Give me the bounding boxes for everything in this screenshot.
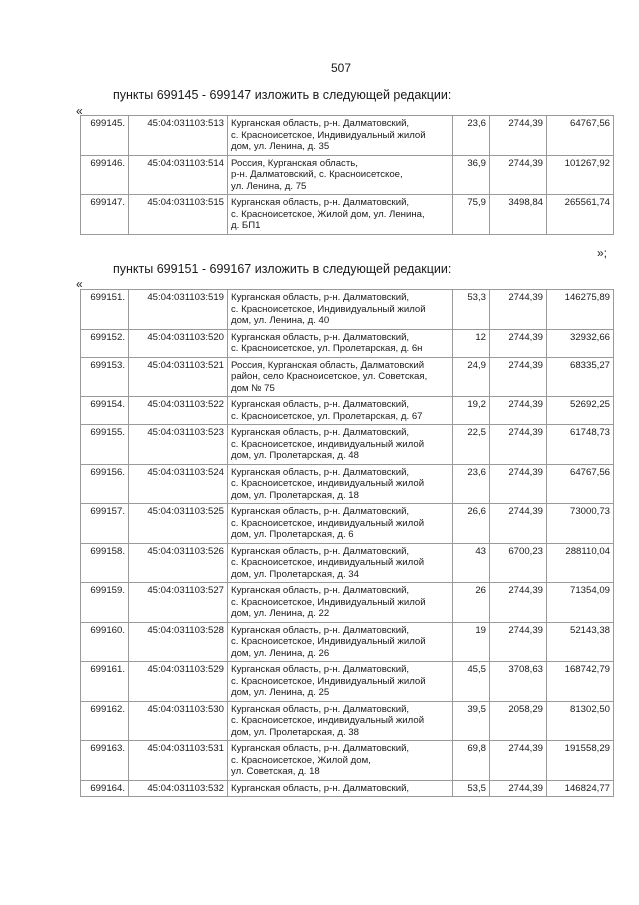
- address-cell: [228, 425, 453, 465]
- row-number-cell: 699152.: [81, 329, 129, 357]
- address-cell: [228, 543, 453, 583]
- cadastral-number-cell: 45:04:031103:528: [129, 622, 228, 662]
- total-value-cell: 71354,09: [547, 583, 614, 623]
- table-row: [81, 397, 614, 425]
- address-cell: [228, 622, 453, 662]
- address-line: Россия, Курганская область, Далматовский: [231, 359, 425, 371]
- address-line: дом, ул. Пролетарская, д. 34: [231, 568, 359, 580]
- section1-intro: пункты 699145 - 699147 изложить в следующей редакции:: [113, 88, 452, 102]
- area-cell: 19,2: [453, 397, 490, 425]
- cadastral-number-cell: 45:04:031103:526: [129, 543, 228, 583]
- area-cell: 75,9: [453, 195, 490, 235]
- cadastral-number-cell: 45:04:031103:527: [129, 583, 228, 623]
- table-row: [81, 290, 614, 330]
- address-cell: [228, 464, 453, 504]
- table-row: [81, 701, 614, 741]
- row-number-cell: 699153.: [81, 357, 129, 397]
- area-cell: 19: [453, 622, 490, 662]
- area-cell: 23,6: [453, 116, 490, 156]
- row-number-cell: 699145.: [81, 116, 129, 156]
- address-cell: [228, 701, 453, 741]
- table-row: [81, 116, 614, 156]
- address-line: Курганская область, р-н. Далматовский,: [231, 197, 410, 208]
- area-cell: 43: [453, 543, 490, 583]
- page-number: 507: [331, 61, 352, 75]
- address-line: с. Красноисетское, Жилой дом,: [231, 754, 371, 766]
- cadastral-number-cell: 45:04:031103:520: [129, 329, 228, 357]
- total-value-cell: 52692,25: [547, 397, 614, 425]
- price-cell: 2744,39: [490, 583, 547, 623]
- table-row: [81, 543, 614, 583]
- address-line: дом, ул. Ленина, д. 25: [231, 687, 330, 698]
- address-line: дом, ул. Ленина, д. 26: [231, 647, 330, 659]
- address-line: Курганская область, р-н. Далматовский,: [231, 743, 410, 754]
- address-cell: [228, 504, 453, 544]
- address-line: дом, ул. Пролетарская, д. 48: [231, 450, 359, 461]
- address-line: с. Красноисетское, ул. Пролетарская, д. 6н: [231, 343, 423, 354]
- table-row: [81, 195, 614, 235]
- section1-table: [80, 115, 614, 235]
- row-number-cell: 699164.: [81, 780, 129, 797]
- address-line: ул. Ленина, д. 75: [231, 180, 307, 192]
- table-row: [81, 622, 614, 662]
- address-line: с. Красноисетское, индивидуальный жилой: [231, 517, 425, 529]
- total-value-cell: 32932,66: [547, 329, 614, 357]
- total-value-cell: 168742,79: [547, 662, 614, 702]
- row-number-cell: 699155.: [81, 425, 129, 465]
- row-number-cell: 699161.: [81, 662, 129, 702]
- row-number-cell: 699162.: [81, 701, 129, 741]
- total-value-cell: 101267,92: [547, 155, 614, 195]
- address-line: д. БП1: [231, 220, 261, 231]
- cadastral-number-cell: 45:04:031103:519: [129, 290, 228, 330]
- address-line: с. Красноисетское, Индивидуальный жилой: [231, 675, 426, 687]
- section1-quote-open: «: [76, 104, 83, 118]
- cadastral-number-cell: 45:04:031103:515: [129, 195, 228, 235]
- address-line: ул. Советская, д. 18: [231, 766, 320, 777]
- table-row: [81, 464, 614, 504]
- address-line: Курганская область, р-н. Далматовский,: [231, 782, 410, 794]
- address-line: с. Красноисетское, Жилой дом, ул. Ленина,: [231, 208, 425, 220]
- address-cell: [228, 195, 453, 235]
- price-cell: 2744,39: [490, 504, 547, 544]
- price-cell: 2744,39: [490, 329, 547, 357]
- total-value-cell: 64767,56: [547, 464, 614, 504]
- total-value-cell: 61748,73: [547, 425, 614, 465]
- address-line: Курганская область, р-н. Далматовский,: [231, 585, 410, 596]
- address-line: с. Красноисетское, Индивидуальный жилой: [231, 636, 426, 647]
- price-cell: 2744,39: [490, 780, 547, 797]
- table-row: [81, 662, 614, 702]
- table-row: [81, 504, 614, 544]
- area-cell: 53,3: [453, 290, 490, 330]
- price-cell: 2744,39: [490, 464, 547, 504]
- address-line: Курганская область, р-н. Далматовский,: [231, 466, 410, 478]
- address-cell: [228, 397, 453, 425]
- address-line: Курганская область, р-н. Далматовский,: [231, 292, 410, 303]
- price-cell: 6700,23: [490, 543, 547, 583]
- price-cell: 2744,39: [490, 622, 547, 662]
- total-value-cell: 73000,73: [547, 504, 614, 544]
- address-line: с. Красноисетское, ул. Пролетарская, д. 67: [231, 410, 423, 422]
- total-value-cell: 146275,89: [547, 290, 614, 330]
- address-cell: [228, 329, 453, 357]
- address-line: Курганская область, р-н. Далматовский,: [231, 506, 410, 517]
- address-line: с. Красноисетское, индивидуальный жилой: [231, 557, 425, 568]
- cadastral-number-cell: 45:04:031103:524: [129, 464, 228, 504]
- address-line: дом, ул. Ленина, д. 22: [231, 608, 330, 619]
- row-number-cell: 699154.: [81, 397, 129, 425]
- total-value-cell: 191558,29: [547, 741, 614, 781]
- row-number-cell: 699151.: [81, 290, 129, 330]
- area-cell: 26,6: [453, 504, 490, 544]
- row-number-cell: 699157.: [81, 504, 129, 544]
- address-line: Курганская область, р-н. Далматовский,: [231, 664, 410, 675]
- cadastral-number-cell: 45:04:031103:525: [129, 504, 228, 544]
- price-cell: 3708,63: [490, 662, 547, 702]
- address-cell: [228, 780, 453, 797]
- table-row: [81, 780, 614, 797]
- address-line: Курганская область, р-н. Далматовский,: [231, 545, 410, 557]
- address-line: Курганская область, р-н. Далматовский,: [231, 118, 410, 129]
- price-cell: 2744,39: [490, 290, 547, 330]
- table-row: [81, 583, 614, 623]
- cadastral-number-cell: 45:04:031103:531: [129, 741, 228, 781]
- price-cell: 2744,39: [490, 741, 547, 781]
- address-line: дом, ул. Пролетарская, д. 38: [231, 726, 359, 738]
- section2-table: [80, 289, 614, 797]
- address-cell: [228, 741, 453, 781]
- address-line: с. Красноисетское, индивидуальный жилой: [231, 715, 425, 726]
- address-line: дом, ул. Пролетарская, д. 18: [231, 489, 359, 501]
- cadastral-number-cell: 45:04:031103:530: [129, 701, 228, 741]
- address-line: с. Красноисетское, индивидуальный жилой: [231, 438, 425, 450]
- address-line: с. Красноисетское, Индивидуальный жилой: [231, 303, 426, 315]
- table-row: [81, 425, 614, 465]
- price-cell: 3498,84: [490, 195, 547, 235]
- row-number-cell: 699158.: [81, 543, 129, 583]
- area-cell: 39,5: [453, 701, 490, 741]
- area-cell: 26: [453, 583, 490, 623]
- row-number-cell: 699156.: [81, 464, 129, 504]
- price-cell: 2744,39: [490, 397, 547, 425]
- cadastral-number-cell: 45:04:031103:532: [129, 780, 228, 797]
- table-row: [81, 357, 614, 397]
- cadastral-number-cell: 45:04:031103:529: [129, 662, 228, 702]
- price-cell: 2744,39: [490, 116, 547, 156]
- area-cell: 22,5: [453, 425, 490, 465]
- cadastral-number-cell: 45:04:031103:523: [129, 425, 228, 465]
- total-value-cell: 288110,04: [547, 543, 614, 583]
- total-value-cell: 52143,38: [547, 622, 614, 662]
- address-line: с. Красноисетское, Индивидуальный жилой: [231, 596, 426, 608]
- address-cell: [228, 583, 453, 623]
- address-line: с. Красноисетское, индивидуальный жилой: [231, 478, 425, 489]
- address-line: Курганская область, р-н. Далматовский,: [231, 703, 410, 715]
- total-value-cell: 81302,50: [547, 701, 614, 741]
- address-line: дом, ул. Ленина, д. 35: [231, 141, 330, 152]
- area-cell: 53,5: [453, 780, 490, 797]
- price-cell: 2744,39: [490, 357, 547, 397]
- address-line: Курганская область, р-н. Далматовский,: [231, 399, 410, 410]
- section2-intro: пункты 699151 - 699167 изложить в следующей редакции:: [113, 262, 452, 276]
- address-line: дом № 75: [231, 382, 275, 394]
- cadastral-number-cell: 45:04:031103:514: [129, 155, 228, 195]
- address-line: Россия, Курганская область,: [231, 157, 358, 169]
- section1-table-body: [81, 116, 614, 235]
- address-cell: [228, 290, 453, 330]
- table-row: [81, 741, 614, 781]
- row-number-cell: 699147.: [81, 195, 129, 235]
- table-row: [81, 155, 614, 195]
- cadastral-number-cell: 45:04:031103:522: [129, 397, 228, 425]
- area-cell: 36,9: [453, 155, 490, 195]
- address-line: Курганская область, р-н. Далматовский,: [231, 624, 410, 636]
- address-line: с. Красноисетское, Индивидуальный жилой: [231, 129, 426, 141]
- address-cell: [228, 155, 453, 195]
- address-cell: [228, 357, 453, 397]
- section1-quote-close: »;: [597, 246, 608, 260]
- section2-table-body: [81, 290, 614, 797]
- area-cell: 12: [453, 329, 490, 357]
- address-line: дом, ул. Ленина, д. 40: [231, 315, 330, 326]
- area-cell: 24,9: [453, 357, 490, 397]
- area-cell: 69,8: [453, 741, 490, 781]
- cadastral-number-cell: 45:04:031103:513: [129, 116, 228, 156]
- row-number-cell: 699159.: [81, 583, 129, 623]
- area-cell: 45,5: [453, 662, 490, 702]
- section2-quote-open: «: [76, 277, 83, 291]
- address-line: Курганская область, р-н. Далматовский,: [231, 331, 410, 343]
- row-number-cell: 699160.: [81, 622, 129, 662]
- address-line: Курганская область, р-н. Далматовский,: [231, 427, 410, 438]
- total-value-cell: 146824,77: [547, 780, 614, 797]
- address-line: район, село Красноисетское, ул. Советская,: [231, 371, 428, 382]
- address-cell: [228, 662, 453, 702]
- address-line: р-н. Далматовский, с. Красноисетское,: [231, 169, 403, 180]
- total-value-cell: 68335,27: [547, 357, 614, 397]
- row-number-cell: 699146.: [81, 155, 129, 195]
- row-number-cell: 699163.: [81, 741, 129, 781]
- price-cell: 2744,39: [490, 155, 547, 195]
- total-value-cell: 265561,74: [547, 195, 614, 235]
- area-cell: 23,6: [453, 464, 490, 504]
- cadastral-number-cell: 45:04:031103:521: [129, 357, 228, 397]
- price-cell: 2058,29: [490, 701, 547, 741]
- table-row: [81, 329, 614, 357]
- address-cell: [228, 116, 453, 156]
- total-value-cell: 64767,56: [547, 116, 614, 156]
- price-cell: 2744,39: [490, 425, 547, 465]
- address-line: дом, ул. Пролетарская, д. 6: [231, 529, 354, 540]
